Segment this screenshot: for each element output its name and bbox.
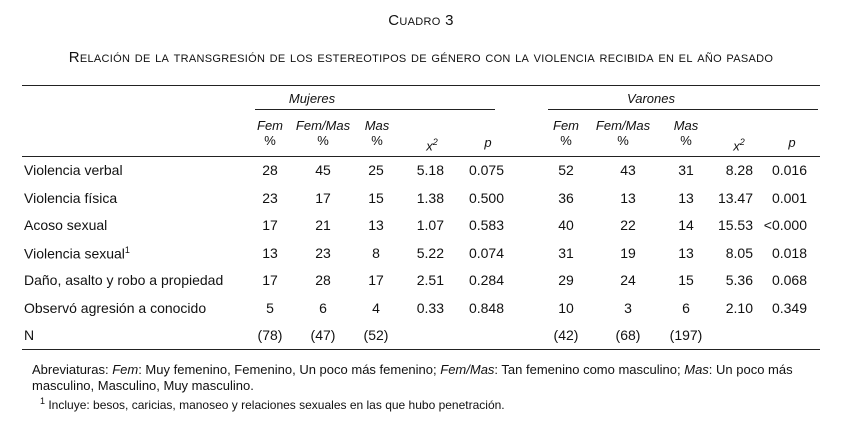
- women-cell-3: 0.33: [416, 299, 444, 316]
- men-cell-0: 40: [558, 217, 574, 233]
- group-header-men: Varones: [627, 91, 675, 106]
- men-cell-4: <0.000: [763, 217, 807, 233]
- men-cell-4: 0.016: [771, 162, 807, 178]
- women-cell-3: 1.07: [416, 217, 444, 233]
- women-cell-2: 25: [368, 162, 384, 178]
- women-cell-0: 13: [262, 244, 278, 261]
- table-row: [0, 272, 842, 292]
- row-label-wrap: [24, 245, 130, 262]
- col-header-women-p: p: [484, 135, 492, 150]
- row-label: N: [24, 327, 35, 343]
- men-cell-1: 3: [624, 299, 632, 316]
- group-underline-men: [548, 109, 818, 110]
- women-cell-1: (47): [310, 327, 336, 343]
- men-cell-0: 31: [558, 244, 574, 261]
- group-header-women: Mujeres: [288, 91, 336, 106]
- men-cell-2: 6: [682, 299, 690, 316]
- women-cell-0: 17: [262, 272, 278, 288]
- table-row: [0, 245, 842, 265]
- col-header-men-fem: Fem %: [553, 118, 579, 148]
- row-label: Violencia verbal: [24, 162, 123, 178]
- table-title: Relación de la transgresión de los estereotipos de género con la violencia recibida en el año pasado: [68, 49, 774, 66]
- col-header-women-mas: Mas %: [364, 118, 390, 148]
- row-label: Violencia sexual: [24, 245, 125, 262]
- women-cell-4: 0.075: [468, 162, 504, 178]
- men-cell-4: 0.018: [771, 244, 807, 261]
- row-label-footnote-mark: 1: [124, 244, 130, 255]
- col-header-women-chi: $x^2$: [426, 137, 438, 154]
- row-label: Acoso sexual: [24, 217, 108, 233]
- men-cell-1: 43: [620, 162, 636, 178]
- row-label: Daño, asalto y robo a propiedad: [24, 272, 224, 288]
- men-cell-4: 0.001: [771, 189, 807, 206]
- men-cell-2: 14: [678, 217, 694, 233]
- abbreviations-note: Abreviaturas: Fem: Muy femenino, Femenino, Un poco más femenino; Fem/Mas: Tan femenino como masculino; Mas: Un poco más masculino, Masculino, Muy masculino.: [32, 362, 793, 393]
- col-header-men-femmas: Fem/Mas %: [595, 118, 651, 148]
- men-cell-3: 15.53: [717, 217, 753, 233]
- men-cell-2: (197): [669, 327, 703, 343]
- women-cell-4: 0.583: [468, 217, 504, 233]
- women-cell-4: 0.074: [468, 244, 504, 261]
- col-header-women-femmas: Fem/Mas %: [295, 118, 351, 148]
- women-cell-2: 8: [372, 244, 380, 261]
- men-cell-2: 31: [678, 162, 694, 178]
- men-cell-2: 13: [678, 244, 694, 261]
- women-cell-2: 15: [368, 189, 384, 206]
- table-row: [0, 190, 842, 210]
- footnote: $^1$ Incluye: besos, caricias, manoseo y relaciones sexuales en las que hubo penetración.: [40, 396, 505, 412]
- row-label: Observó agresión a conocido: [24, 299, 207, 316]
- men-cell-0: 36: [558, 189, 574, 206]
- women-cell-3: 5.18: [416, 162, 444, 178]
- women-cell-4: 0.500: [468, 189, 504, 206]
- col-header-men-chi: $x^2$: [733, 137, 745, 154]
- men-cell-3: 8.05: [725, 244, 753, 261]
- women-cell-4: 0.284: [468, 272, 504, 288]
- col-header-men-p: p: [788, 135, 796, 150]
- women-cell-3: 1.38: [416, 189, 444, 206]
- men-cell-2: 13: [678, 189, 694, 206]
- table-row: [0, 300, 842, 320]
- men-cell-1: 13: [620, 189, 636, 206]
- women-cell-1: 28: [315, 272, 331, 288]
- women-cell-1: 45: [315, 162, 331, 178]
- top-rule: [22, 85, 820, 86]
- men-cell-4: 0.068: [771, 272, 807, 288]
- women-cell-1: 6: [319, 299, 327, 316]
- bottom-rule: [22, 349, 820, 350]
- header-rule: [22, 156, 820, 157]
- men-cell-1: 24: [620, 272, 636, 288]
- table-number: Cuadro 3: [388, 12, 454, 29]
- women-cell-2: 17: [368, 272, 384, 288]
- group-underline-women: [255, 109, 495, 110]
- col-header-men-mas: Mas %: [673, 118, 699, 148]
- men-cell-0: 10: [558, 299, 574, 316]
- men-cell-3: 13.47: [717, 189, 753, 206]
- men-cell-0: 52: [558, 162, 574, 178]
- men-cell-1: 22: [620, 217, 636, 233]
- table-row: [0, 327, 842, 347]
- women-cell-3: 5.22: [416, 244, 444, 261]
- table-row: [0, 217, 842, 237]
- men-cell-3: 2.10: [725, 299, 753, 316]
- women-cell-2: 13: [368, 217, 384, 233]
- col-header-women-fem: Fem %: [257, 118, 283, 148]
- men-cell-0: (42): [553, 327, 579, 343]
- men-cell-3: 5.36: [725, 272, 753, 288]
- men-cell-3: 8.28: [725, 162, 753, 178]
- table-row: [0, 162, 842, 182]
- women-cell-1: 23: [315, 244, 331, 261]
- men-cell-1: 19: [620, 244, 636, 261]
- women-cell-4: 0.848: [468, 299, 504, 316]
- women-cell-2: 4: [372, 299, 380, 316]
- men-cell-0: 29: [558, 272, 574, 288]
- women-cell-0: 23: [262, 189, 278, 206]
- men-cell-4: 0.349: [771, 299, 807, 316]
- women-cell-0: (78): [257, 327, 283, 343]
- women-cell-1: 21: [315, 217, 331, 233]
- women-cell-0: 28: [262, 162, 278, 178]
- women-cell-2: (52): [363, 327, 389, 343]
- women-cell-0: 5: [266, 299, 274, 316]
- women-cell-1: 17: [315, 189, 331, 206]
- men-cell-2: 15: [678, 272, 694, 288]
- men-cell-1: (68): [615, 327, 641, 343]
- women-cell-0: 17: [262, 217, 278, 233]
- women-cell-3: 2.51: [416, 272, 444, 288]
- row-label: Violencia física: [24, 189, 118, 206]
